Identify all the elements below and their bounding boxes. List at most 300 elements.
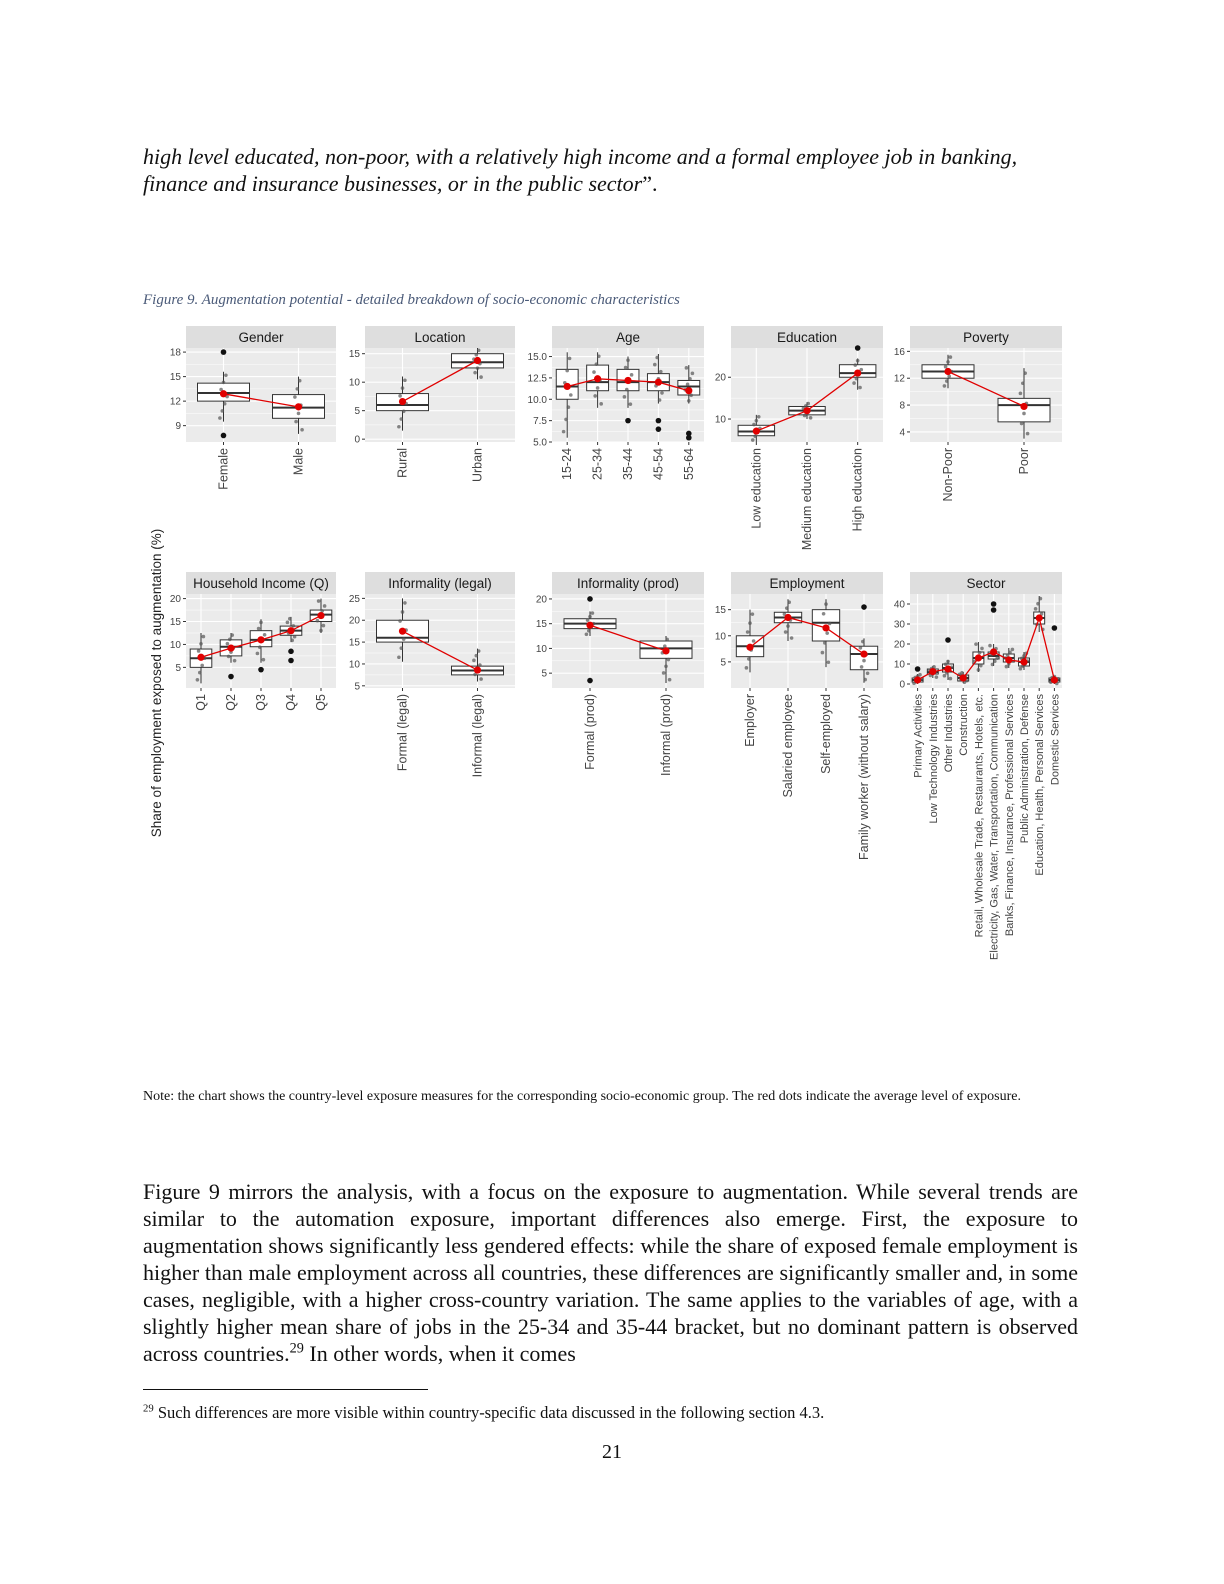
country-point xyxy=(993,659,997,663)
country-point xyxy=(859,646,863,650)
panel-title: Sector xyxy=(966,576,1006,591)
y-tick-label: 5 xyxy=(175,662,181,674)
panel-title: Informality (prod) xyxy=(576,576,680,591)
country-point xyxy=(827,660,831,664)
outlier-point xyxy=(991,607,997,613)
country-point xyxy=(946,660,950,664)
country-point xyxy=(300,428,304,432)
mean-point xyxy=(317,612,324,619)
footnote xyxy=(143,1403,1078,1423)
country-point xyxy=(1026,432,1030,436)
panel-title: Education xyxy=(776,330,838,345)
mean-point xyxy=(624,377,631,384)
country-point xyxy=(562,430,566,434)
country-point xyxy=(753,434,757,438)
country-point xyxy=(686,383,690,387)
country-point xyxy=(625,388,629,392)
country-point xyxy=(935,675,939,679)
mean-point xyxy=(803,407,810,414)
mean-point xyxy=(944,665,951,672)
country-point xyxy=(943,384,947,388)
mean-point xyxy=(399,398,406,405)
country-point xyxy=(853,363,857,367)
y-tick-label: 10 xyxy=(169,639,181,651)
country-point xyxy=(233,659,237,663)
country-point xyxy=(918,673,922,677)
y-tick-label: 20 xyxy=(348,615,360,627)
mean-point xyxy=(746,644,753,651)
country-point xyxy=(472,659,476,663)
country-point xyxy=(596,386,600,390)
body-text-tail: In other words, when it comes xyxy=(303,1341,576,1366)
country-point xyxy=(944,662,948,666)
country-point xyxy=(298,379,302,383)
outlier-point xyxy=(915,666,921,672)
outlier-point xyxy=(221,349,227,355)
country-point xyxy=(662,671,666,675)
mean-point xyxy=(860,650,867,657)
y-tick-label: 4 xyxy=(899,427,905,439)
country-point xyxy=(858,386,862,390)
x-tick-label: Public Administration, Defense xyxy=(1019,694,1031,844)
y-tick-label: 20 xyxy=(893,639,905,651)
country-point xyxy=(752,639,756,643)
country-point xyxy=(945,379,949,383)
y-tick-label: 5 xyxy=(541,668,547,680)
x-tick-label: 35-44 xyxy=(621,448,635,480)
country-point xyxy=(585,632,589,636)
country-point xyxy=(568,357,572,361)
y-tick-label: 12.5 xyxy=(527,373,547,385)
country-point xyxy=(787,600,791,604)
country-point xyxy=(475,353,479,357)
country-point xyxy=(746,630,750,634)
y-tick-label: 10.0 xyxy=(527,394,547,406)
y-tick-label: 16 xyxy=(893,346,905,358)
mean-point xyxy=(960,674,967,681)
mean-point xyxy=(399,628,406,635)
mean-point xyxy=(655,379,662,386)
y-tick-label: 30 xyxy=(893,619,905,631)
country-point xyxy=(668,678,672,682)
y-tick-label: 5 xyxy=(354,406,360,418)
x-tick-label: Construction xyxy=(958,694,971,756)
country-point xyxy=(478,663,482,667)
mean-point xyxy=(854,369,861,376)
y-tick-label: 10 xyxy=(535,643,547,655)
country-point xyxy=(294,420,298,424)
country-point xyxy=(479,375,483,379)
outlier-point xyxy=(288,649,294,655)
x-tick-label: Primary Activities xyxy=(912,694,925,778)
country-point xyxy=(222,381,226,385)
x-tick-label: Q5 xyxy=(314,694,328,711)
country-point xyxy=(228,638,232,642)
mean-point xyxy=(975,654,982,661)
country-point xyxy=(565,369,569,373)
page-number: 21 xyxy=(602,1441,622,1463)
y-tick-label: 0 xyxy=(899,679,905,691)
country-point xyxy=(852,381,856,385)
country-point xyxy=(1039,597,1043,601)
mean-point xyxy=(474,357,481,364)
box-body xyxy=(850,646,877,670)
country-point xyxy=(752,423,756,427)
country-point xyxy=(659,370,663,374)
country-point xyxy=(653,363,657,367)
country-point xyxy=(479,677,483,681)
country-point xyxy=(944,365,948,369)
country-point xyxy=(257,627,261,631)
country-point xyxy=(227,655,231,659)
country-point xyxy=(630,373,634,377)
country-point xyxy=(400,646,404,650)
y-tick-label: 5 xyxy=(720,657,726,669)
country-point xyxy=(824,602,828,606)
x-tick-label: Formal (prod) xyxy=(583,694,597,770)
y-tick-label: 12 xyxy=(893,373,905,385)
panel-3 xyxy=(715,326,883,550)
country-point xyxy=(397,425,401,429)
country-point xyxy=(218,416,222,420)
country-point xyxy=(946,360,950,364)
country-point xyxy=(974,642,978,646)
country-point xyxy=(658,398,662,402)
augmentation-figure xyxy=(143,318,1073,1078)
y-tick-label: 40 xyxy=(893,599,905,611)
panel-9 xyxy=(894,572,1062,960)
country-point xyxy=(402,637,406,641)
footnote-number: 29 xyxy=(143,1402,154,1415)
country-point xyxy=(599,402,603,406)
intro-text: high level educated, non-poor, with a relatively high income and a formal employee job in banking, finance and insurance businesses, or in the public sector xyxy=(143,144,1018,196)
outlier-point xyxy=(656,426,662,432)
country-point xyxy=(230,633,234,637)
footnote-text: Such differences are more visible within country-specific data discussed in the following section 4.3. xyxy=(153,1403,825,1422)
y-tick-label: 5.0 xyxy=(533,437,547,449)
panel-title: Gender xyxy=(238,330,284,345)
country-point xyxy=(475,654,479,658)
y-tick-label: 15 xyxy=(714,605,726,617)
panel-title: Informality (legal) xyxy=(388,576,492,591)
panel-title: Poverty xyxy=(963,330,1009,345)
x-tick-label: Male xyxy=(291,448,306,476)
footnote-rule xyxy=(143,1389,428,1390)
x-tick-label: Employer xyxy=(743,694,757,747)
y-tick-label: 15 xyxy=(535,619,547,631)
country-point xyxy=(1034,607,1038,611)
country-point xyxy=(655,356,659,360)
box-body xyxy=(998,398,1050,422)
country-point xyxy=(691,372,695,376)
country-point xyxy=(809,416,813,420)
x-tick-label: Non-Poor xyxy=(941,448,955,502)
country-point xyxy=(1023,371,1027,375)
country-point xyxy=(629,402,633,406)
x-tick-label: Rural xyxy=(395,448,410,478)
country-point xyxy=(290,639,294,643)
country-point xyxy=(960,671,964,675)
country-point xyxy=(317,599,321,603)
country-point xyxy=(293,395,297,399)
country-point xyxy=(860,665,864,669)
y-tick-label: 20 xyxy=(535,594,547,606)
x-tick-label: Informal (prod) xyxy=(659,694,673,776)
outlier-point xyxy=(686,435,692,441)
country-point xyxy=(828,622,832,626)
x-tick-label: Q3 xyxy=(254,694,268,711)
country-point xyxy=(199,642,203,646)
country-point xyxy=(980,647,984,651)
x-tick-label: Banks, Finance, Insurance, Professional Services xyxy=(1003,694,1016,937)
country-point xyxy=(477,348,481,352)
mean-point xyxy=(1036,614,1043,621)
outlier-point xyxy=(656,418,662,424)
country-point xyxy=(755,419,759,423)
country-point xyxy=(398,619,402,623)
y-tick-label: 10 xyxy=(714,631,726,643)
country-point xyxy=(667,658,671,662)
country-point xyxy=(687,399,691,403)
country-point xyxy=(748,621,752,625)
country-point xyxy=(1022,412,1026,416)
country-point xyxy=(995,656,999,660)
x-tick-label: 15-24 xyxy=(560,448,575,480)
country-point xyxy=(626,358,630,362)
body-paragraph xyxy=(143,1178,1078,1367)
country-point xyxy=(323,604,327,608)
country-point xyxy=(624,366,628,370)
country-point xyxy=(258,645,262,649)
country-point xyxy=(747,657,751,661)
x-tick-label: Retail, Wholesale Trade, Restaurants, Hotels, etc. xyxy=(973,694,986,938)
x-tick-label: Domestic Services xyxy=(1049,694,1062,786)
country-point xyxy=(861,640,865,644)
country-point xyxy=(476,366,480,370)
panel-2 xyxy=(528,326,704,480)
x-tick-label: Education, Health, Personal Services xyxy=(1034,694,1047,876)
x-tick-label: Low education xyxy=(749,448,764,529)
panel-4 xyxy=(894,326,1062,502)
intro-close: ”. xyxy=(642,171,658,196)
mean-point xyxy=(944,368,951,375)
country-point xyxy=(297,412,301,416)
country-point xyxy=(569,393,573,397)
panel-title: Household Income (Q) xyxy=(193,576,329,591)
y-tick-label: 7.5 xyxy=(533,416,547,428)
country-point xyxy=(202,635,206,639)
country-point xyxy=(949,677,953,681)
y-tick-label: 15.0 xyxy=(527,352,547,364)
panel-6 xyxy=(349,572,515,777)
x-tick-label: Q2 xyxy=(224,694,238,711)
y-tick-label: 10 xyxy=(348,377,360,389)
mean-point xyxy=(1020,658,1027,665)
footnote-reference[interactable]: 29 xyxy=(289,1340,304,1357)
outlier-point xyxy=(861,604,867,610)
mean-point xyxy=(822,624,829,631)
y-axis-label: Share of employment exposed to augmentation (%) xyxy=(149,528,164,838)
mean-point xyxy=(1005,656,1012,663)
y-tick-label: 5 xyxy=(354,681,360,693)
outlier-point xyxy=(945,637,951,643)
outlier-point xyxy=(221,433,227,439)
panel-0 xyxy=(170,326,336,490)
outlier-point xyxy=(587,596,593,602)
y-tick-label: 15 xyxy=(169,372,181,384)
country-point xyxy=(597,354,601,358)
country-point xyxy=(863,678,867,682)
y-tick-label: 15 xyxy=(348,637,360,649)
country-point xyxy=(823,641,827,645)
mean-point xyxy=(685,387,692,394)
country-point xyxy=(785,606,789,610)
outlier-point xyxy=(991,601,997,607)
mean-point xyxy=(295,403,302,410)
country-point xyxy=(685,366,689,370)
mean-point xyxy=(474,666,481,673)
mean-point xyxy=(257,636,264,643)
country-point xyxy=(978,651,982,655)
country-point xyxy=(665,638,669,642)
panel-1 xyxy=(349,326,515,482)
y-tick-label: 20 xyxy=(714,372,726,384)
mean-point xyxy=(197,654,204,661)
y-tick-label: 0 xyxy=(354,434,360,446)
country-point xyxy=(224,373,228,377)
panel-8 xyxy=(715,572,883,860)
x-tick-label: Urban xyxy=(470,448,485,483)
y-tick-label: 25 xyxy=(348,593,360,605)
x-tick-label: Poor xyxy=(1017,448,1031,475)
country-point xyxy=(588,615,592,619)
country-point xyxy=(688,377,692,381)
x-tick-label: Formal (legal) xyxy=(395,694,410,772)
outlier-point xyxy=(258,667,264,673)
x-tick-label: Female xyxy=(216,448,231,490)
y-tick-label: 18 xyxy=(169,347,181,359)
country-point xyxy=(991,663,995,667)
x-tick-label: Low Technology Industries xyxy=(927,694,940,824)
country-point xyxy=(943,674,947,678)
country-point xyxy=(567,405,571,409)
mean-point xyxy=(227,645,234,652)
country-point xyxy=(949,355,953,359)
country-point xyxy=(591,611,595,615)
x-tick-label: 55-64 xyxy=(681,448,696,480)
outlier-point xyxy=(625,418,631,424)
country-point xyxy=(786,624,790,628)
country-point xyxy=(664,664,668,668)
country-point xyxy=(198,671,202,675)
y-tick-label: 20 xyxy=(169,594,181,606)
country-point xyxy=(1019,392,1023,396)
mean-point xyxy=(1051,676,1058,683)
country-point xyxy=(473,371,477,375)
country-point xyxy=(196,678,200,682)
country-point xyxy=(292,624,296,628)
country-point xyxy=(821,651,825,655)
country-point xyxy=(293,635,297,639)
y-tick-label: 15 xyxy=(169,617,181,629)
country-point xyxy=(745,666,749,670)
country-point xyxy=(660,391,664,395)
country-point xyxy=(751,612,755,616)
x-tick-label: Q4 xyxy=(284,694,298,711)
y-tick-label: 10 xyxy=(893,659,905,671)
mean-point xyxy=(784,614,791,621)
x-tick-label: Self-employed xyxy=(819,694,833,774)
outlier-point xyxy=(228,674,234,680)
country-point xyxy=(401,386,405,390)
y-tick-label: 8 xyxy=(899,400,905,412)
country-point xyxy=(397,655,401,659)
panels-group xyxy=(170,326,1062,960)
body-text: Figure 9 mirrors the analysis, with a focus on the exposure to augmentation. While several trends are similar to the automation exposure, important differences also emerge. First, the exposure to augmentation shows significantly less gendered effects: while the share of exposed female employment is higher than male employment across all countries, these differences are significantly smaller and, in some cases, negligible, with a higher cross-country variation. The same applies to the variables of age, with a slightly higher mean share of jobs in the 25-34 and 35-44 bracket, but no dominant pattern is observed across countries. xyxy=(143,1179,1078,1366)
outlier-point xyxy=(288,658,294,664)
country-point xyxy=(288,617,292,621)
country-point xyxy=(400,417,404,421)
country-point xyxy=(866,671,870,675)
country-point xyxy=(806,402,810,406)
country-point xyxy=(595,362,599,366)
country-point xyxy=(1021,381,1025,385)
panel-7 xyxy=(536,572,704,776)
country-point xyxy=(296,387,300,391)
country-point xyxy=(223,402,227,406)
x-tick-label: Informal (legal) xyxy=(470,694,485,778)
y-tick-label: 12 xyxy=(169,396,181,408)
country-point xyxy=(200,664,204,668)
country-point xyxy=(757,415,761,419)
country-point xyxy=(862,659,866,663)
country-point xyxy=(977,668,981,672)
outlier-point xyxy=(1052,625,1058,631)
mean-point xyxy=(1020,403,1027,410)
country-point xyxy=(477,649,481,653)
country-point xyxy=(316,619,320,623)
country-point xyxy=(322,624,326,628)
x-tick-label: Medium education xyxy=(800,448,814,551)
country-point xyxy=(197,649,201,653)
country-point xyxy=(564,418,568,422)
figure-note: Note: the chart shows the country-level exposure measures for the corresponding socio-economic group. The red dots indicate the average level of exposure. xyxy=(143,1089,1021,1104)
country-point xyxy=(855,377,859,381)
country-point xyxy=(1020,422,1024,426)
country-point xyxy=(398,394,402,398)
y-tick-label: 15 xyxy=(348,349,360,361)
x-tick-label: Salaried employee xyxy=(781,694,795,798)
country-point xyxy=(221,409,225,413)
country-point xyxy=(226,642,230,646)
x-tick-label: 25-34 xyxy=(590,448,605,480)
country-point xyxy=(1008,650,1012,654)
country-point xyxy=(979,664,983,668)
country-point xyxy=(822,612,826,616)
country-point xyxy=(403,379,407,383)
country-point xyxy=(402,409,406,413)
outlier-point xyxy=(587,678,593,684)
country-point xyxy=(286,621,290,625)
x-tick-label: Electricity, Gas, Water, Transportation, Communication xyxy=(988,694,1001,960)
country-point xyxy=(586,618,590,622)
panel-background xyxy=(910,348,1062,442)
country-point xyxy=(1005,665,1009,669)
country-point xyxy=(623,395,627,399)
mean-point xyxy=(914,676,921,683)
country-point xyxy=(592,370,596,374)
country-point xyxy=(751,438,755,442)
